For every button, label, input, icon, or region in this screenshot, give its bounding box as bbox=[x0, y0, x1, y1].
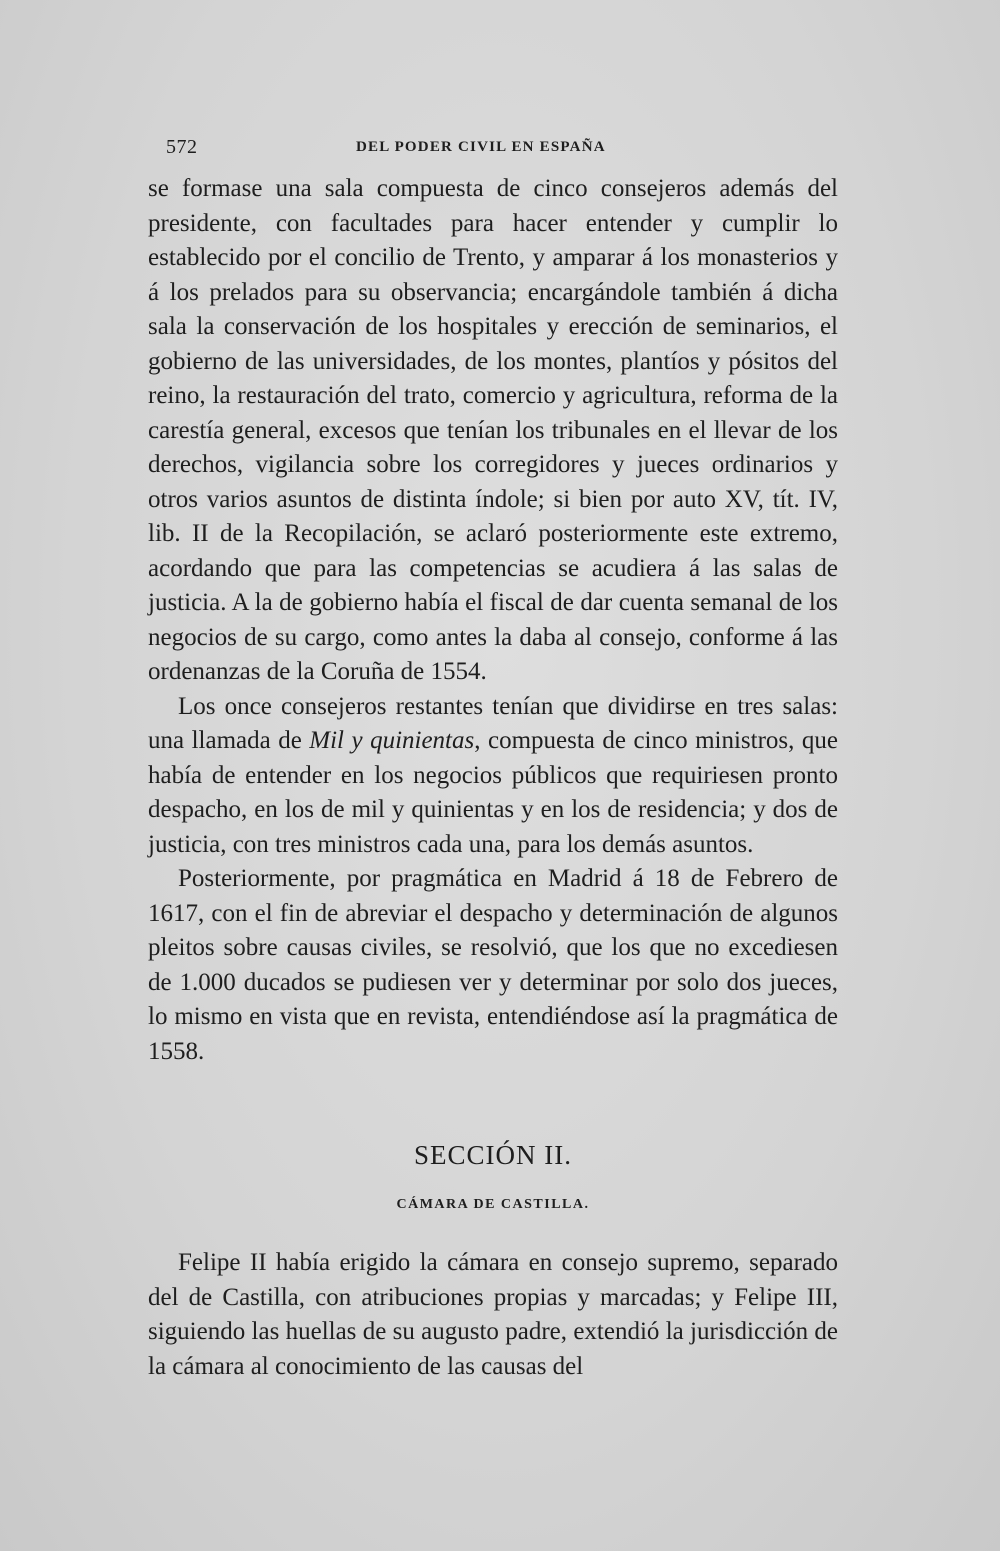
page-number: 572 bbox=[166, 136, 198, 158]
section-header bbox=[148, 1140, 838, 1213]
paragraph-2-start: Los once consejeros restantes tenían que dividirse en tres salas: una llamada de bbox=[148, 692, 838, 754]
section-subtitle: CÁMARA DE CASTILLA. bbox=[396, 1197, 590, 1212]
paragraph-1: se formase una sala compuesta de cinco consejeros además del presidente, con facultades para hacer entender y cumplir lo establecido por el concilio de Trento, y amparar á los monasterios y á los prelados para su observancia; encargándole también á dicha sala la conservación de los hospitales y erección de seminarios, el gobierno de las universidades, de los montes, plantíos y pósitos del reino, la restauración del trato, comercio y agricultura, reforma de la carestía general, excesos que tenían los tribunales en el llevar de los derechos, vigilancia sobre los corregidores y jueces ordinarios y otros varios asuntos de distinta índole; si bien por auto XV, tít. IV, lib. II de la Recopilación, se aclaró posteriormente este extremo, acordando que para las competencias se acudiera á las salas de justicia. A la de gobierno había el fiscal de dar cuenta semanal de los negocios de su cargo, como antes la daba al consejo, conforme á las ordenanzas de la Coruña de 1554. bbox=[148, 175, 838, 685]
paragraph-3: Posteriormente, por pragmática en Madrid á 18 de Febrero de 1617, con el fin de abreviar el despacho y determinación de algunos pleitos sobre causas civiles, se resolvió, que los que no excediesen de 1.000 ducados se pudiesen ver y determinar por solo dos jueces, lo mismo en vista que en revista, entendiéndose así la pragmática de 1558. bbox=[148, 865, 838, 1065]
paragraph-2 bbox=[148, 690, 838, 863]
paragraph-2-end: , compuesta de cinco ministros, que había de entender en los negocios públicos que requiriesen pronto despacho, en los de mil y quinientas y en los de residencia; y dos de justicia, con tres ministros cada una, para los demás asuntos. bbox=[148, 727, 838, 858]
section-text bbox=[148, 1246, 838, 1384]
main-text bbox=[148, 172, 838, 1069]
running-title: DEL PODER CIVIL EN ESPAÑA bbox=[356, 139, 606, 155]
section-paragraph-1: Felipe II había erigido la cámara en consejo supremo, separado del de Castilla, con atribuciones propias y marcadas; y Felipe III, siguiendo las huellas de su augusto padre, extendió la jurisdicción de la cámara al conocimiento de las causas del bbox=[148, 1249, 838, 1380]
section-heading: SECCIÓN II. bbox=[414, 1140, 572, 1170]
running-header bbox=[166, 136, 846, 164]
paragraph-2-italic: Mil y quinientas bbox=[309, 727, 475, 754]
